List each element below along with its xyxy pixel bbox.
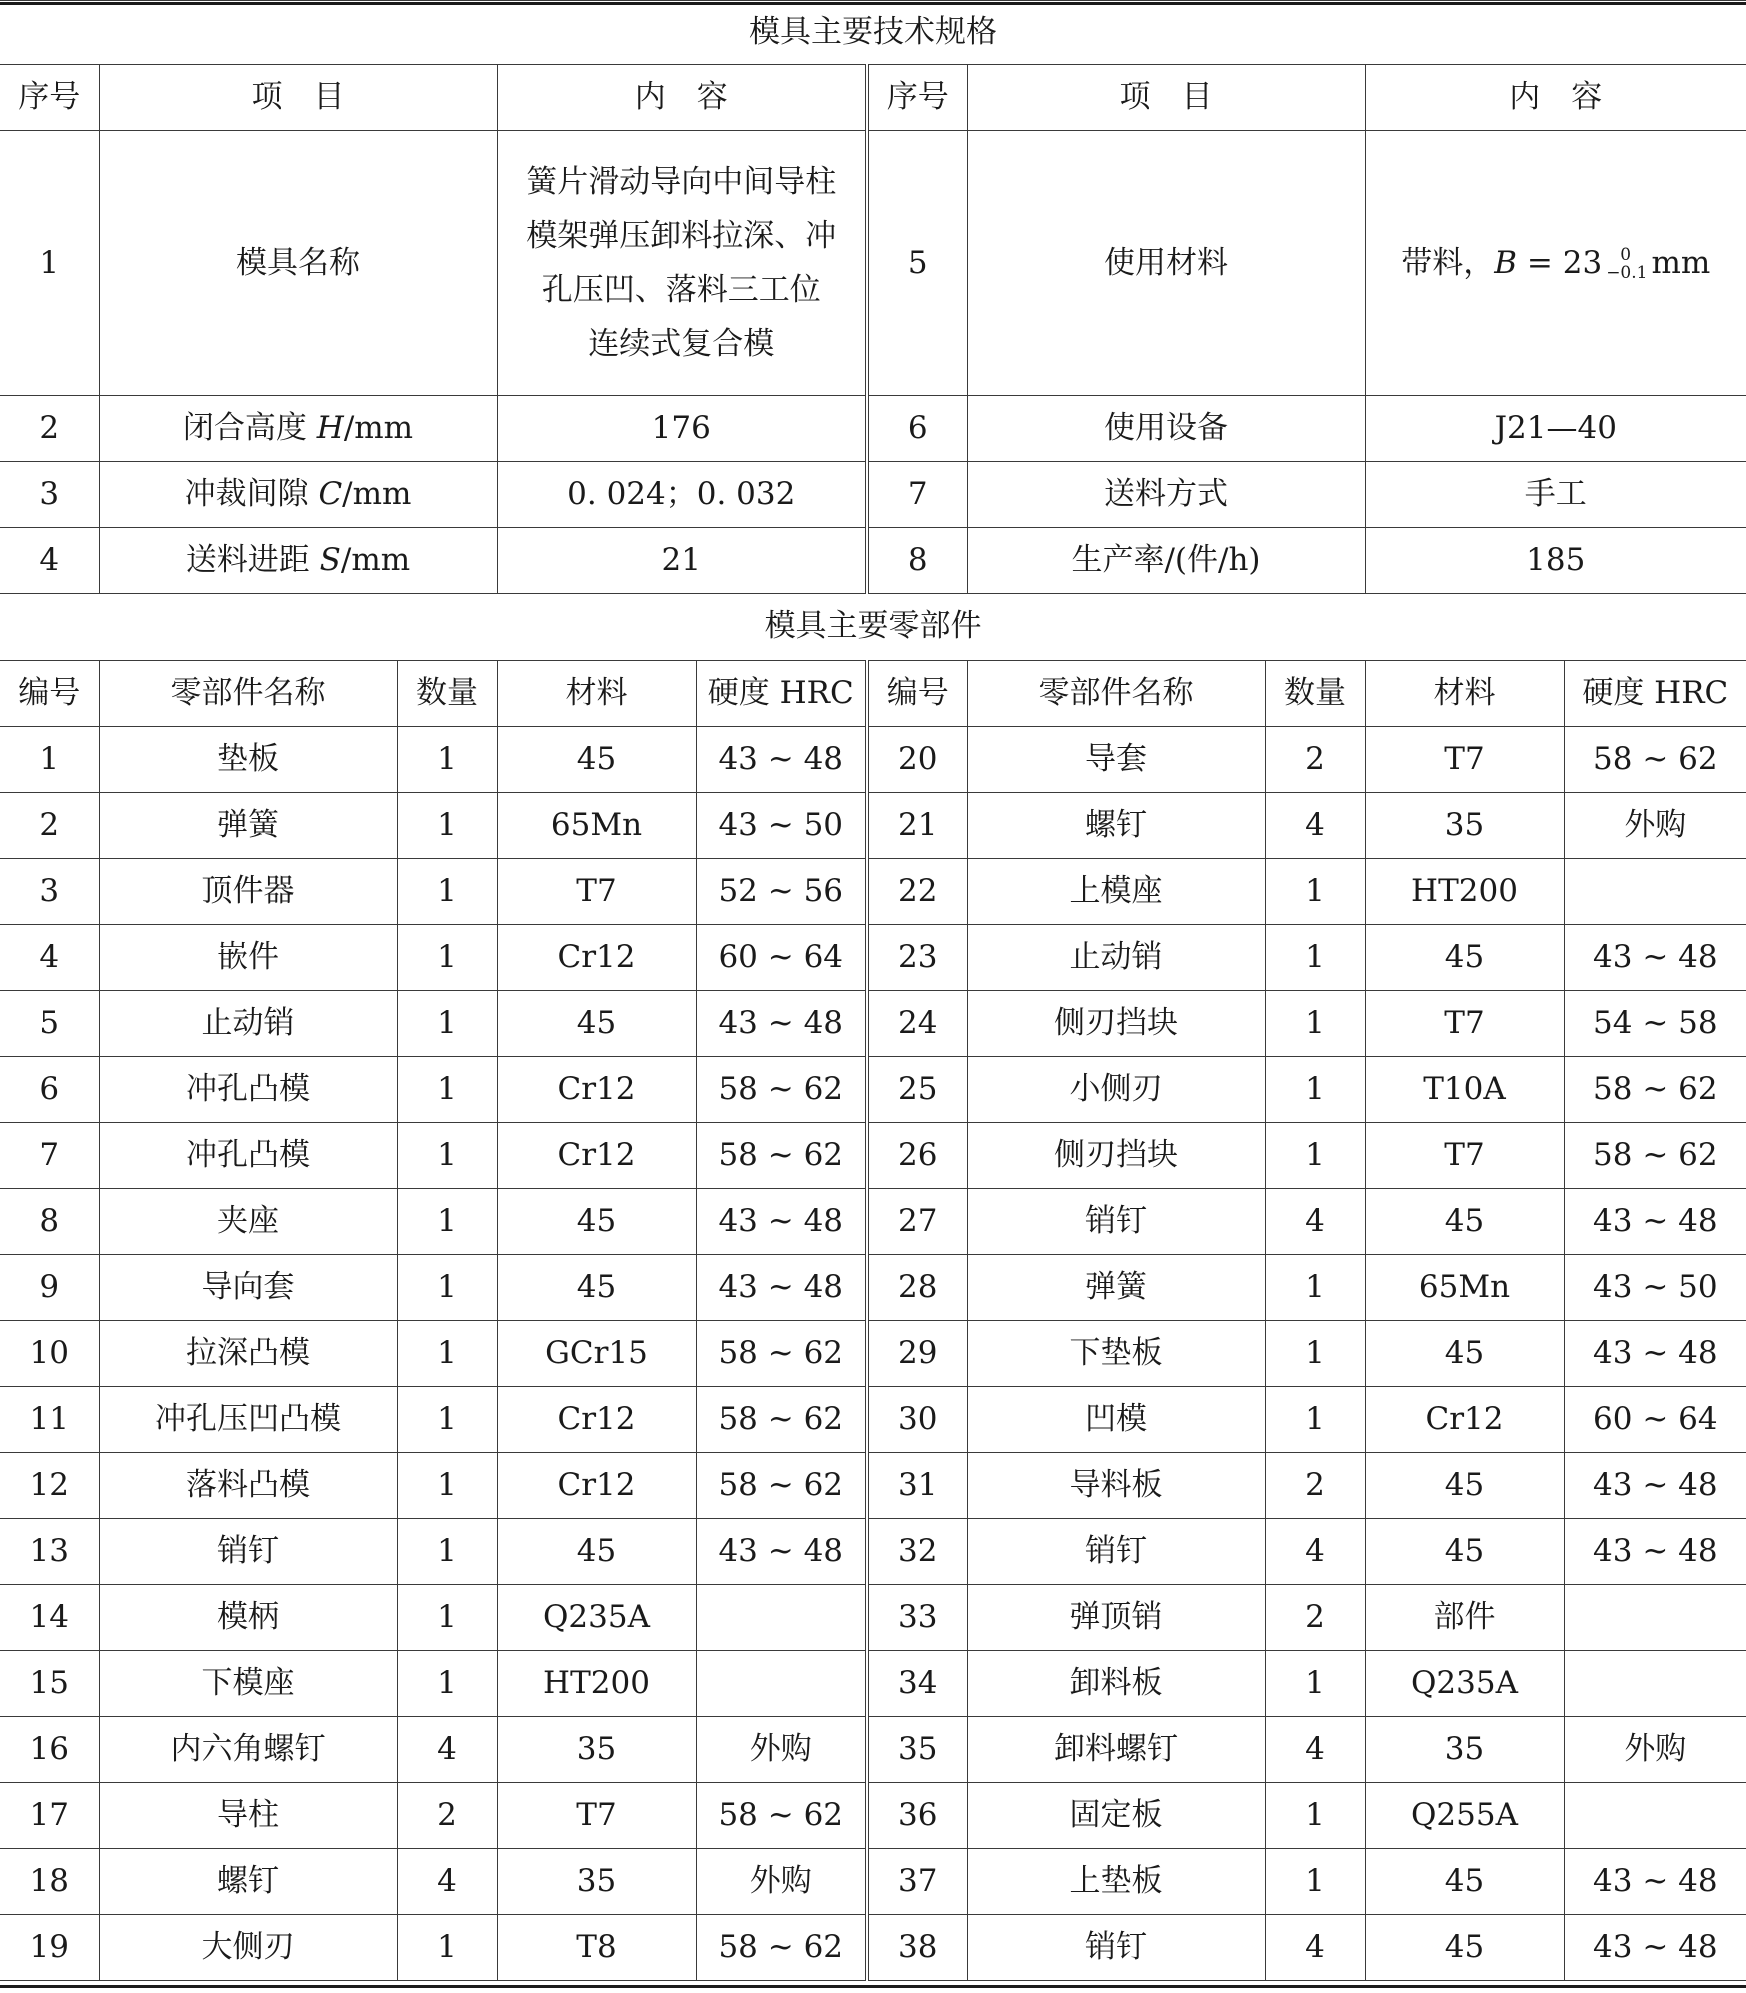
part-name: 固定板 bbox=[967, 1782, 1265, 1848]
table-row bbox=[0, 1848, 1746, 1914]
spec-content-die-name bbox=[497, 131, 867, 396]
part-no: 28 bbox=[867, 1254, 967, 1320]
part-material: Cr12 bbox=[497, 1122, 696, 1188]
spec-content: J21—40 bbox=[1365, 396, 1746, 462]
content-line: 孔压凹、落料三工位 bbox=[541, 272, 821, 308]
parts-header-row bbox=[0, 660, 1746, 726]
part-qty: 1 bbox=[1265, 1650, 1365, 1716]
part-material: 45 bbox=[1365, 1518, 1564, 1584]
material-eq: = 23 bbox=[1517, 244, 1603, 281]
bottom-rule bbox=[0, 1985, 1746, 1988]
header-cell: 材料 bbox=[1365, 660, 1564, 726]
tol-lower: −0.1 bbox=[1606, 263, 1648, 284]
part-material: 35 bbox=[1365, 792, 1564, 858]
part-hardness: 外购 bbox=[696, 1848, 867, 1914]
table-row bbox=[0, 1914, 1746, 1980]
spec-row bbox=[0, 396, 1746, 462]
part-material: 45 bbox=[1365, 1914, 1564, 1980]
part-qty: 4 bbox=[1265, 1716, 1365, 1782]
part-name: 拉深凸模 bbox=[99, 1320, 397, 1386]
part-name: 大侧刃 bbox=[99, 1914, 397, 1980]
part-qty: 2 bbox=[1265, 726, 1365, 792]
spec-no: 3 bbox=[0, 462, 99, 528]
part-hardness: 58 ~ 62 bbox=[696, 1320, 867, 1386]
part-no: 6 bbox=[0, 1056, 99, 1122]
part-no: 26 bbox=[867, 1122, 967, 1188]
part-qty: 1 bbox=[1265, 1122, 1365, 1188]
item-unit: /mm bbox=[342, 476, 412, 513]
part-name: 冲孔凸模 bbox=[99, 1056, 397, 1122]
spec-item bbox=[99, 462, 497, 528]
spec-no: 5 bbox=[867, 131, 967, 396]
part-name: 上模座 bbox=[967, 858, 1265, 924]
table-row bbox=[0, 990, 1746, 1056]
part-qty: 1 bbox=[397, 990, 497, 1056]
part-name: 导柱 bbox=[99, 1782, 397, 1848]
table-row bbox=[0, 1716, 1746, 1782]
spec-no: 8 bbox=[867, 528, 967, 594]
part-hardness: 43 ~ 48 bbox=[696, 990, 867, 1056]
part-material: Q235A bbox=[1365, 1650, 1564, 1716]
part-qty: 4 bbox=[1265, 1188, 1365, 1254]
part-hardness: 58 ~ 62 bbox=[1564, 1122, 1746, 1188]
part-hardness: 外购 bbox=[1564, 792, 1746, 858]
part-qty: 4 bbox=[1265, 1518, 1365, 1584]
part-hardness: 43 ~ 48 bbox=[1564, 1452, 1746, 1518]
part-qty: 1 bbox=[397, 1320, 497, 1386]
part-name: 冲孔压凹凸模 bbox=[99, 1386, 397, 1452]
item-prefix: 闭合高度 bbox=[182, 410, 317, 447]
content-line: 连续式复合模 bbox=[588, 326, 775, 362]
tol-upper: 0 bbox=[1620, 245, 1632, 266]
spec-content: 21 bbox=[497, 528, 867, 594]
part-hardness: 58 ~ 62 bbox=[696, 1782, 867, 1848]
part-name: 止动销 bbox=[967, 924, 1265, 990]
item-var: C bbox=[318, 476, 343, 513]
header-cell: 编号 bbox=[867, 660, 967, 726]
part-material: 45 bbox=[497, 1518, 696, 1584]
part-name: 下垫板 bbox=[967, 1320, 1265, 1386]
part-qty: 1 bbox=[397, 1386, 497, 1452]
part-material: 45 bbox=[497, 726, 696, 792]
part-material: HT200 bbox=[497, 1650, 696, 1716]
part-no: 4 bbox=[0, 924, 99, 990]
part-qty: 1 bbox=[397, 792, 497, 858]
part-hardness: 60 ~ 64 bbox=[696, 924, 867, 990]
part-name: 冲孔凸模 bbox=[99, 1122, 397, 1188]
part-qty: 4 bbox=[1265, 792, 1365, 858]
item-var: S bbox=[319, 542, 341, 579]
part-hardness: 43 ~ 48 bbox=[696, 1254, 867, 1320]
part-name: 弹簧 bbox=[99, 792, 397, 858]
part-qty: 1 bbox=[397, 1452, 497, 1518]
table-row bbox=[0, 1584, 1746, 1650]
part-name: 销钉 bbox=[967, 1188, 1265, 1254]
part-qty: 1 bbox=[397, 1254, 497, 1320]
part-qty: 2 bbox=[1265, 1584, 1365, 1650]
table-row bbox=[0, 1188, 1746, 1254]
part-hardness bbox=[696, 1650, 867, 1716]
part-material: GCr15 bbox=[497, 1320, 696, 1386]
table-row bbox=[0, 1782, 1746, 1848]
part-no: 11 bbox=[0, 1386, 99, 1452]
part-no: 16 bbox=[0, 1716, 99, 1782]
spec-row bbox=[0, 131, 1746, 396]
part-hardness: 43 ~ 50 bbox=[1564, 1254, 1746, 1320]
part-no: 32 bbox=[867, 1518, 967, 1584]
part-name: 凹模 bbox=[967, 1386, 1265, 1452]
spec-header-row bbox=[0, 65, 1746, 131]
part-no: 23 bbox=[867, 924, 967, 990]
spec-no: 4 bbox=[0, 528, 99, 594]
part-no: 1 bbox=[0, 726, 99, 792]
spec-item bbox=[99, 528, 497, 594]
part-no: 7 bbox=[0, 1122, 99, 1188]
part-name: 上垫板 bbox=[967, 1848, 1265, 1914]
part-no: 15 bbox=[0, 1650, 99, 1716]
spec-content: 176 bbox=[497, 396, 867, 462]
part-material: T7 bbox=[1365, 726, 1564, 792]
part-hardness: 52 ~ 56 bbox=[696, 858, 867, 924]
part-qty: 1 bbox=[397, 1584, 497, 1650]
part-hardness: 43 ~ 48 bbox=[696, 1518, 867, 1584]
material-unit: mm bbox=[1651, 244, 1711, 281]
part-name: 侧刃挡块 bbox=[967, 1122, 1265, 1188]
part-no: 31 bbox=[867, 1452, 967, 1518]
part-material: Cr12 bbox=[497, 1056, 696, 1122]
part-material: 45 bbox=[1365, 924, 1564, 990]
spec-item: 模具名称 bbox=[99, 131, 497, 396]
part-name: 顶件器 bbox=[99, 858, 397, 924]
tolerance bbox=[1606, 246, 1647, 282]
part-no: 37 bbox=[867, 1848, 967, 1914]
part-hardness: 43 ~ 48 bbox=[1564, 1188, 1746, 1254]
item-prefix: 送料进距 bbox=[185, 542, 320, 579]
part-material: T7 bbox=[1365, 990, 1564, 1056]
part-material: 35 bbox=[1365, 1716, 1564, 1782]
part-name: 垫板 bbox=[99, 726, 397, 792]
part-name: 销钉 bbox=[967, 1914, 1265, 1980]
header-cell: 零部件名称 bbox=[99, 660, 397, 726]
part-name: 导料板 bbox=[967, 1452, 1265, 1518]
part-name: 螺钉 bbox=[967, 792, 1265, 858]
table-row bbox=[0, 924, 1746, 990]
part-qty: 2 bbox=[1265, 1452, 1365, 1518]
item-unit: /mm bbox=[343, 410, 414, 447]
part-hardness bbox=[696, 1584, 867, 1650]
part-name: 夹座 bbox=[99, 1188, 397, 1254]
part-material: 部件 bbox=[1365, 1584, 1564, 1650]
part-material: Cr12 bbox=[497, 924, 696, 990]
top-rule bbox=[0, 2, 1746, 5]
part-material: 45 bbox=[1365, 1452, 1564, 1518]
part-hardness: 58 ~ 62 bbox=[696, 1914, 867, 1980]
table-row bbox=[0, 1254, 1746, 1320]
part-material: 45 bbox=[1365, 1320, 1564, 1386]
material-prefix: 带料， bbox=[1401, 244, 1495, 281]
part-no: 9 bbox=[0, 1254, 99, 1320]
part-qty: 1 bbox=[397, 1122, 497, 1188]
table-row bbox=[0, 726, 1746, 792]
part-qty: 1 bbox=[397, 1518, 497, 1584]
part-name: 销钉 bbox=[99, 1518, 397, 1584]
part-material: T8 bbox=[497, 1914, 696, 1980]
part-material: 35 bbox=[497, 1848, 696, 1914]
table-row bbox=[0, 1056, 1746, 1122]
part-name: 卸料板 bbox=[967, 1650, 1265, 1716]
item-var: H bbox=[316, 410, 344, 447]
item-prefix: 冲裁间隙 bbox=[184, 476, 319, 513]
part-qty: 1 bbox=[397, 858, 497, 924]
part-qty: 1 bbox=[397, 1056, 497, 1122]
part-qty: 1 bbox=[1265, 1782, 1365, 1848]
part-material: 45 bbox=[1365, 1848, 1564, 1914]
part-no: 17 bbox=[0, 1782, 99, 1848]
part-name: 卸料螺钉 bbox=[967, 1716, 1265, 1782]
part-hardness bbox=[1564, 1650, 1746, 1716]
part-hardness: 43 ~ 48 bbox=[1564, 924, 1746, 990]
part-material: 45 bbox=[1365, 1188, 1564, 1254]
part-name: 弹簧 bbox=[967, 1254, 1265, 1320]
part-name: 内六角螺钉 bbox=[99, 1716, 397, 1782]
part-material: 65Mn bbox=[1365, 1254, 1564, 1320]
part-hardness: 58 ~ 62 bbox=[696, 1056, 867, 1122]
part-material: HT200 bbox=[1365, 858, 1564, 924]
spec-content: 185 bbox=[1365, 528, 1746, 594]
header-cell: 项 目 bbox=[967, 65, 1365, 131]
header-cell: 内 容 bbox=[1365, 65, 1746, 131]
content-line: 簧片滑动导向中间导柱 bbox=[526, 164, 837, 200]
part-material: T7 bbox=[497, 1782, 696, 1848]
parts-table-title: 模具主要零部件 bbox=[0, 594, 1746, 660]
table-row bbox=[0, 1320, 1746, 1386]
part-hardness: 43 ~ 48 bbox=[696, 726, 867, 792]
spec-item: 使用设备 bbox=[967, 396, 1365, 462]
table-row bbox=[0, 1386, 1746, 1452]
part-material: 35 bbox=[497, 1716, 696, 1782]
header-cell: 数量 bbox=[397, 660, 497, 726]
table-row bbox=[0, 858, 1746, 924]
part-qty: 1 bbox=[1265, 858, 1365, 924]
part-qty: 1 bbox=[1265, 1320, 1365, 1386]
part-no: 20 bbox=[867, 726, 967, 792]
part-no: 22 bbox=[867, 858, 967, 924]
part-no: 33 bbox=[867, 1584, 967, 1650]
part-hardness: 43 ~ 50 bbox=[696, 792, 867, 858]
spec-no: 7 bbox=[867, 462, 967, 528]
part-qty: 2 bbox=[397, 1782, 497, 1848]
parts-table bbox=[0, 594, 1746, 1981]
spec-content: 0. 024；0. 032 bbox=[497, 462, 867, 528]
part-name: 下模座 bbox=[99, 1650, 397, 1716]
part-name: 止动销 bbox=[99, 990, 397, 1056]
part-no: 2 bbox=[0, 792, 99, 858]
part-hardness: 58 ~ 62 bbox=[696, 1122, 867, 1188]
part-material: Cr12 bbox=[497, 1452, 696, 1518]
part-qty: 4 bbox=[1265, 1914, 1365, 1980]
part-material: Q235A bbox=[497, 1584, 696, 1650]
part-no: 21 bbox=[867, 792, 967, 858]
part-hardness: 58 ~ 62 bbox=[696, 1452, 867, 1518]
part-material: 45 bbox=[497, 1254, 696, 1320]
part-no: 13 bbox=[0, 1518, 99, 1584]
spec-no: 2 bbox=[0, 396, 99, 462]
spec-item: 生产率/(件/h) bbox=[967, 528, 1365, 594]
part-hardness: 43 ~ 48 bbox=[696, 1188, 867, 1254]
table-row bbox=[0, 1650, 1746, 1716]
part-name: 模柄 bbox=[99, 1584, 397, 1650]
part-hardness: 60 ~ 64 bbox=[1564, 1386, 1746, 1452]
part-no: 36 bbox=[867, 1782, 967, 1848]
part-qty: 1 bbox=[397, 924, 497, 990]
part-hardness: 58 ~ 62 bbox=[1564, 1056, 1746, 1122]
part-qty: 1 bbox=[1265, 990, 1365, 1056]
part-hardness: 43 ~ 48 bbox=[1564, 1320, 1746, 1386]
part-hardness: 58 ~ 62 bbox=[696, 1386, 867, 1452]
part-qty: 1 bbox=[397, 726, 497, 792]
header-cell: 序号 bbox=[0, 65, 99, 131]
part-no: 29 bbox=[867, 1320, 967, 1386]
item-unit: /mm bbox=[340, 542, 411, 579]
header-cell: 硬度 HRC bbox=[1564, 660, 1746, 726]
material-var: B bbox=[1494, 244, 1518, 281]
part-qty: 1 bbox=[1265, 924, 1365, 990]
part-no: 34 bbox=[867, 1650, 967, 1716]
part-name: 弹顶销 bbox=[967, 1584, 1265, 1650]
spec-no: 1 bbox=[0, 131, 99, 396]
part-no: 25 bbox=[867, 1056, 967, 1122]
part-hardness bbox=[1564, 1782, 1746, 1848]
part-hardness: 外购 bbox=[1564, 1716, 1746, 1782]
part-no: 12 bbox=[0, 1452, 99, 1518]
spec-content: 手工 bbox=[1365, 462, 1746, 528]
part-name: 落料凸模 bbox=[99, 1452, 397, 1518]
part-hardness: 54 ~ 58 bbox=[1564, 990, 1746, 1056]
parts-body bbox=[0, 726, 1746, 1980]
part-hardness: 外购 bbox=[696, 1716, 867, 1782]
part-qty: 1 bbox=[1265, 1254, 1365, 1320]
header-cell: 零部件名称 bbox=[967, 660, 1265, 726]
part-qty: 1 bbox=[397, 1188, 497, 1254]
part-material: 45 bbox=[497, 990, 696, 1056]
part-no: 27 bbox=[867, 1188, 967, 1254]
part-no: 5 bbox=[0, 990, 99, 1056]
part-name: 小侧刃 bbox=[967, 1056, 1265, 1122]
spec-content-material bbox=[1365, 131, 1746, 396]
part-name: 销钉 bbox=[967, 1518, 1265, 1584]
part-material: Cr12 bbox=[497, 1386, 696, 1452]
spec-table bbox=[0, 0, 1746, 594]
part-name: 导向套 bbox=[99, 1254, 397, 1320]
header-cell: 编号 bbox=[0, 660, 99, 726]
part-material: T7 bbox=[1365, 1122, 1564, 1188]
part-qty: 1 bbox=[1265, 1386, 1365, 1452]
header-cell: 内 容 bbox=[497, 65, 867, 131]
table-row bbox=[0, 1452, 1746, 1518]
part-no: 30 bbox=[867, 1386, 967, 1452]
part-qty: 4 bbox=[397, 1848, 497, 1914]
part-no: 18 bbox=[0, 1848, 99, 1914]
part-qty: 1 bbox=[1265, 1056, 1365, 1122]
part-material: T10A bbox=[1365, 1056, 1564, 1122]
part-no: 35 bbox=[867, 1716, 967, 1782]
part-qty: 1 bbox=[397, 1914, 497, 1980]
part-hardness: 43 ~ 48 bbox=[1564, 1848, 1746, 1914]
part-name: 螺钉 bbox=[99, 1848, 397, 1914]
part-hardness: 58 ~ 62 bbox=[1564, 726, 1746, 792]
part-no: 14 bbox=[0, 1584, 99, 1650]
header-cell: 序号 bbox=[867, 65, 967, 131]
header-cell: 项 目 bbox=[99, 65, 497, 131]
part-no: 24 bbox=[867, 990, 967, 1056]
part-qty: 1 bbox=[397, 1650, 497, 1716]
part-no: 38 bbox=[867, 1914, 967, 1980]
part-hardness bbox=[1564, 1584, 1746, 1650]
part-qty: 1 bbox=[1265, 1848, 1365, 1914]
spec-no: 6 bbox=[867, 396, 967, 462]
table-row bbox=[0, 1518, 1746, 1584]
part-name: 嵌件 bbox=[99, 924, 397, 990]
spec-item: 送料方式 bbox=[967, 462, 1365, 528]
part-material: 45 bbox=[497, 1188, 696, 1254]
spec-row bbox=[0, 462, 1746, 528]
spec-item: 使用材料 bbox=[967, 131, 1365, 396]
part-name: 导套 bbox=[967, 726, 1265, 792]
part-material: Q255A bbox=[1365, 1782, 1564, 1848]
spec-item bbox=[99, 396, 497, 462]
part-name: 侧刃挡块 bbox=[967, 990, 1265, 1056]
part-material: T7 bbox=[497, 858, 696, 924]
content-line: 模架弹压卸料拉深、冲 bbox=[526, 218, 837, 254]
spec-row bbox=[0, 528, 1746, 594]
part-no: 10 bbox=[0, 1320, 99, 1386]
part-no: 19 bbox=[0, 1914, 99, 1980]
part-no: 8 bbox=[0, 1188, 99, 1254]
part-material: Cr12 bbox=[1365, 1386, 1564, 1452]
part-material: 65Mn bbox=[497, 792, 696, 858]
part-hardness bbox=[1564, 858, 1746, 924]
part-hardness: 43 ~ 48 bbox=[1564, 1914, 1746, 1980]
part-qty: 4 bbox=[397, 1716, 497, 1782]
part-no: 3 bbox=[0, 858, 99, 924]
table-row bbox=[0, 792, 1746, 858]
spec-table-title: 模具主要技术规格 bbox=[0, 1, 1746, 65]
part-hardness: 43 ~ 48 bbox=[1564, 1518, 1746, 1584]
header-cell: 数量 bbox=[1265, 660, 1365, 726]
header-cell: 材料 bbox=[497, 660, 696, 726]
table-row bbox=[0, 1122, 1746, 1188]
header-cell: 硬度 HRC bbox=[696, 660, 867, 726]
